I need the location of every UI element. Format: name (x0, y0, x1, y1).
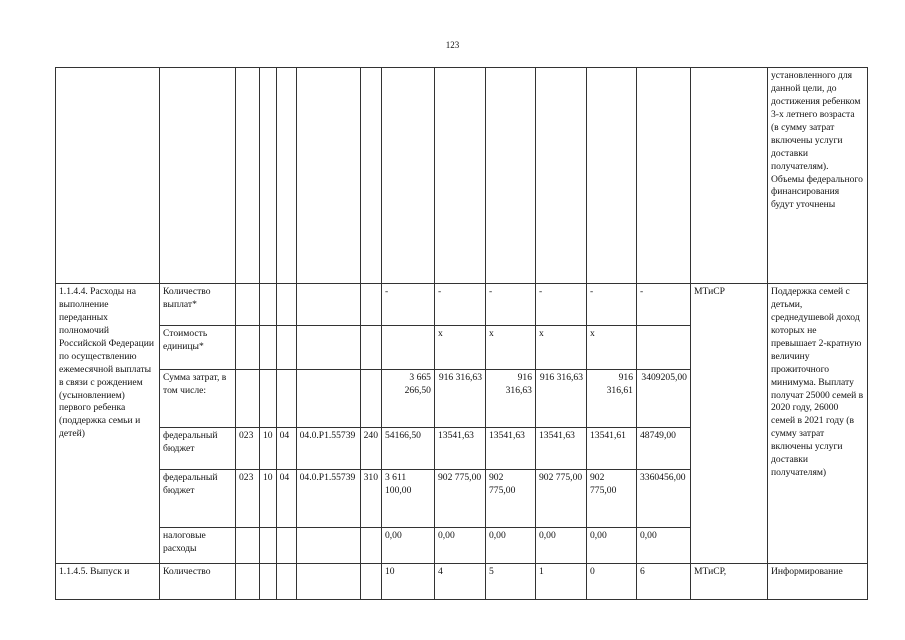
value-cell: 5 (485, 564, 535, 600)
code-vr-cell (360, 370, 381, 428)
value-cell: x (434, 326, 485, 370)
value-cell: 0,00 (535, 528, 586, 564)
value-cell: - (485, 284, 535, 326)
code-cs-cell: 04.0.P1.55739 (296, 428, 360, 470)
empty-cell (160, 68, 236, 284)
code-pr-cell (276, 326, 296, 370)
empty-cell (296, 564, 360, 600)
value-cell: 0,00 (381, 528, 434, 564)
table-row (56, 68, 868, 284)
empty-cell (260, 564, 277, 600)
value-cell: 48749,00 (636, 428, 690, 470)
code-rz-cell (260, 284, 277, 326)
code-gr-cell (236, 528, 260, 564)
value-cell: 3 665 266,50 (381, 370, 434, 428)
value-cell: 902 775,00 (485, 470, 535, 528)
value-cell: x (535, 326, 586, 370)
value-cell: 13541,63 (535, 428, 586, 470)
indicator-cell: Количество выплат* (160, 284, 236, 326)
code-rz-cell (260, 528, 277, 564)
code-vr-cell (360, 528, 381, 564)
code-pr-cell (276, 528, 296, 564)
empty-cell (485, 68, 535, 284)
empty-cell (236, 564, 260, 600)
code-cs-cell: 04.0.P1.55739 (296, 470, 360, 528)
code-gr-cell (236, 370, 260, 428)
page-number: 123 (445, 40, 460, 50)
code-pr-cell (276, 284, 296, 326)
value-cell: 902 775,00 (586, 470, 636, 528)
indicator-cell: Сумма затрат, в том числе: (160, 370, 236, 428)
value-cell: 916 316,63 (485, 370, 535, 428)
note-cell: Поддержка семей с детьми, среднедушевой доход которых не превышает 2-кратную величину прожиточного минимума. Выплату получат 25000 семей в 2020 году, 26000 семей в 2021 году (в сумму затрат включены услуги доставки получателям) (767, 284, 867, 564)
code-cs-cell (296, 370, 360, 428)
empty-cell (56, 68, 160, 284)
table-row (56, 564, 868, 600)
value-cell: 1 (535, 564, 586, 600)
value-cell: - (636, 284, 690, 326)
executor-cell: МТиСР (690, 284, 767, 564)
indicator-cell: налоговые расходы (160, 528, 236, 564)
code-rz-cell: 10 (260, 428, 277, 470)
value-cell: 902 775,00 (434, 470, 485, 528)
value-cell: 3360456,00 (636, 470, 690, 528)
empty-cell (586, 68, 636, 284)
item-name-cell: 1.1.4.4. Расходы на выполнение переданных полномочий Российской Федерации по осуществлению ежемесячной выплаты в связи с рождением (усыновлением) первого ребенка (поддержка семьи и детей) (56, 284, 160, 564)
item-name-cell: 1.1.4.5. Выпуск и (56, 564, 160, 600)
value-cell: 0,00 (485, 528, 535, 564)
value-cell: - (586, 284, 636, 326)
empty-cell (276, 68, 296, 284)
empty-cell (236, 68, 260, 284)
value-cell: 3409205,00 (636, 370, 690, 428)
table-row (56, 284, 868, 326)
code-vr-cell: 310 (360, 470, 381, 528)
indicator-cell: Количество (160, 564, 236, 600)
code-vr-cell (360, 284, 381, 326)
value-cell: 13541,63 (434, 428, 485, 470)
indicator-cell: Стоимость единицы* (160, 326, 236, 370)
code-vr-cell: 240 (360, 428, 381, 470)
value-cell: 0,00 (586, 528, 636, 564)
value-cell (636, 326, 690, 370)
value-cell: 916 316,63 (434, 370, 485, 428)
empty-cell (636, 68, 690, 284)
value-cell: 6 (636, 564, 690, 600)
value-cell: - (535, 284, 586, 326)
value-cell: 10 (381, 564, 434, 600)
value-cell: 0,00 (636, 528, 690, 564)
code-rz-cell (260, 326, 277, 370)
empty-cell (360, 68, 381, 284)
code-vr-cell (360, 326, 381, 370)
value-cell: 0,00 (434, 528, 485, 564)
indicator-cell: федеральный бюджет (160, 470, 236, 528)
value-cell: 13541,61 (586, 428, 636, 470)
note-cell: установленного для данной цели, до достижения ребенком 3-х летнего возраста (в сумму затрат включены услуги доставки получателям). Объемы федерального финансирования будут уточнены (767, 68, 867, 284)
value-cell (381, 326, 434, 370)
note-cell: Информирование (767, 564, 867, 600)
empty-cell (690, 68, 767, 284)
executor-cell: МТиСР, (690, 564, 767, 600)
value-cell: 902 775,00 (535, 470, 586, 528)
value-cell: 916 316,63 (535, 370, 586, 428)
value-cell: 3 611 100,00 (381, 470, 434, 528)
empty-cell (535, 68, 586, 284)
value-cell: 4 (434, 564, 485, 600)
value-cell: x (485, 326, 535, 370)
indicator-cell: федеральный бюджет (160, 428, 236, 470)
value-cell: 13541,63 (485, 428, 535, 470)
empty-cell (434, 68, 485, 284)
code-pr-cell: 04 (276, 470, 296, 528)
code-cs-cell (296, 528, 360, 564)
value-cell: 54166,50 (381, 428, 434, 470)
value-cell: 0 (586, 564, 636, 600)
value-cell: - (434, 284, 485, 326)
program-table (55, 67, 868, 600)
code-rz-cell (260, 370, 277, 428)
empty-cell (381, 68, 434, 284)
code-gr-cell (236, 326, 260, 370)
value-cell: x (586, 326, 636, 370)
code-pr-cell (276, 370, 296, 428)
empty-cell (276, 564, 296, 600)
code-gr-cell: 023 (236, 470, 260, 528)
value-cell: 916 316,61 (586, 370, 636, 428)
code-rz-cell: 10 (260, 470, 277, 528)
code-cs-cell (296, 284, 360, 326)
code-pr-cell: 04 (276, 428, 296, 470)
code-gr-cell: 023 (236, 428, 260, 470)
empty-cell (360, 564, 381, 600)
code-gr-cell (236, 284, 260, 326)
empty-cell (296, 68, 360, 284)
value-cell: - (381, 284, 434, 326)
empty-cell (260, 68, 277, 284)
code-cs-cell (296, 326, 360, 370)
